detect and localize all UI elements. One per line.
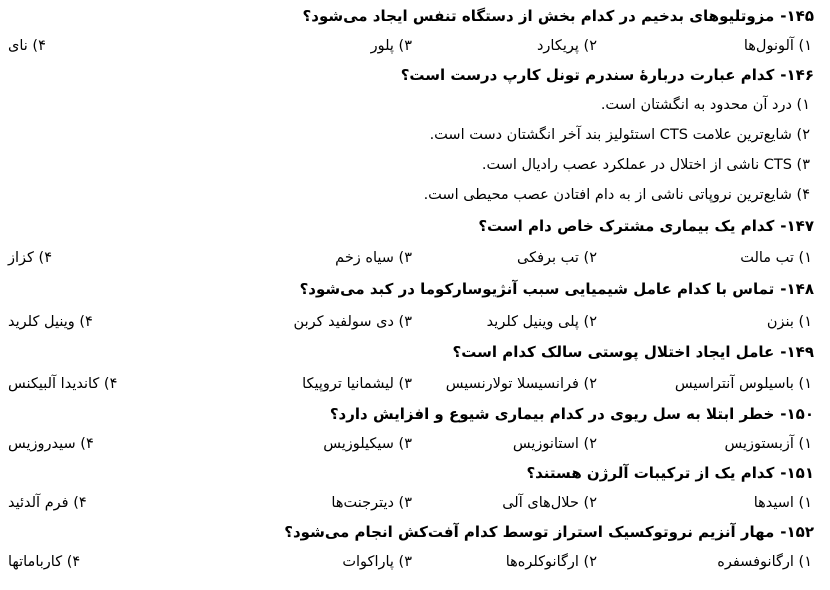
question-text: مزوتلیوهای بدخیم در کدام بخش از دستگاه تنفس ایجاد می‌شود؟: [302, 7, 775, 25]
option-3: ۳) سیکیلوزیس: [323, 436, 412, 452]
options-148: [8, 308, 812, 336]
question-149: [8, 338, 814, 366]
option-3: ۳) دیترجنت‌ها: [331, 495, 412, 511]
option-4: ۴) نای: [8, 38, 46, 54]
option-line-2: ۲) شایع‌ترین علامت CTS استئولیز بند آخر انگشتان دست است.: [429, 127, 810, 143]
option-4: ۴) کارباماتها: [8, 554, 81, 570]
option-4: ۴) سیدروزیس: [8, 436, 94, 452]
question-number: ۱۴۵-: [780, 7, 814, 25]
question-145: [8, 2, 814, 30]
options-147: [8, 244, 812, 272]
options-145: [8, 32, 812, 60]
question-150: [8, 400, 814, 428]
question-number: ۱۴۷-: [780, 217, 814, 235]
option-2: ۲) ارگانوکلره‌ها: [505, 554, 597, 570]
option-1: ۱) بنزن: [766, 314, 812, 330]
question-number: ۱۴۸-: [780, 280, 814, 298]
option-3: ۳) لیشمانیا تروپیکا: [302, 376, 412, 392]
question-146: [8, 61, 814, 89]
options-151: [8, 489, 812, 517]
question-148: [8, 275, 814, 303]
option-2: ۲) فرانسیسلا تولارنسیس: [445, 376, 597, 392]
option-4: ۴) وینیل کلرید: [8, 314, 93, 330]
question-147: [8, 212, 814, 240]
option-4: ۴) فرم آلدئید: [8, 495, 87, 511]
question-text: کدام عبارت دربارهٔ سندرم تونل کارپ درست است؟: [400, 66, 775, 84]
option-1: ۱) آزبستوزیس: [724, 436, 812, 452]
option-line-1: ۱) درد آن محدود به انگشتان است.: [600, 97, 810, 113]
question-number: ۱۵۱-: [780, 464, 814, 482]
option-1: ۱) اسیدها: [753, 495, 812, 511]
option-3: ۳) پاراکوات: [342, 554, 412, 570]
option-line-3: ۳) CTS ناشی از اختلال در عملکرد عصب رادیال است.: [481, 157, 810, 173]
question-151: [8, 459, 814, 487]
option-2: ۲) تب برفکی: [516, 250, 597, 266]
options-150: [8, 430, 812, 458]
option-4: ۴) کزاز: [8, 250, 52, 266]
question-number: ۱۵۲-: [780, 523, 814, 541]
question-152: [8, 518, 814, 546]
question-text: تماس با کدام عامل شیمیایی سبب آنژیوسارکوما در کبد می‌شود؟: [299, 280, 775, 298]
option-line-4: ۴) شایع‌ترین نروپاتی ناشی از به دام افتادن عصب محیطی است.: [423, 187, 810, 203]
options-152: [8, 548, 812, 576]
question-text: کدام یک بیماری مشترک خاص دام است؟: [478, 217, 775, 235]
question-text: عامل ایجاد اختلال پوستی سالک کدام است؟: [452, 343, 775, 361]
question-text: کدام یک از ترکیبات آلرژن هستند؟: [526, 464, 775, 482]
option-2: ۲) استانوزیس: [512, 436, 597, 452]
option-3: ۳) سیاه زخم: [335, 250, 412, 266]
question-text: مهار آنزیم نروتوکسیک استراز توسط کدام آفت‌کش انجام می‌شود؟: [284, 523, 775, 541]
option-1: ۱) آلونول‌ها: [743, 38, 812, 54]
option-1: ۱) ارگانوفسفره: [717, 554, 812, 570]
question-number: ۱۴۶-: [780, 66, 814, 84]
option-2: ۲) حلال‌های آلی: [502, 495, 597, 511]
option-3: ۳) دی سولفید کربن: [293, 314, 412, 330]
option-2: ۲) پریکارد: [536, 38, 597, 54]
question-text: خطر ابتلا به سل ریوی در کدام بیماری شیوع و افزایش دارد؟: [329, 405, 775, 423]
question-number: ۱۴۹-: [780, 343, 814, 361]
option-2: ۲) پلی وینیل کلرید: [486, 314, 597, 330]
option-1: ۱) باسیلوس آنتراسیس: [674, 376, 812, 392]
question-number: ۱۵۰-: [780, 405, 814, 423]
option-1: ۱) تب مالت: [740, 250, 812, 266]
options-149: [8, 370, 812, 398]
option-4: ۴) کاندیدا آلبیکنس: [8, 376, 118, 392]
option-3: ۳) پلور: [370, 38, 412, 54]
